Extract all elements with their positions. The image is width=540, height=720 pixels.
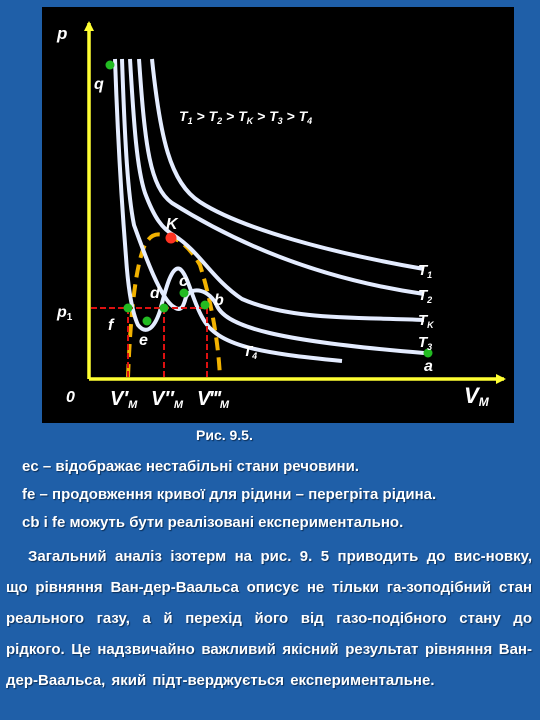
c-label: c [179, 273, 188, 290]
point-b [201, 301, 210, 310]
point-q [106, 61, 115, 70]
temperature-inequality: $T_1 > T_2 > T_K > T_3 > T_4$ [179, 108, 313, 126]
point-e [143, 317, 152, 326]
line-fe: fe – продовження кривої для рідини – перегріта рідина. [22, 486, 437, 503]
e-label: e [139, 332, 148, 349]
v3-label: V‴M [197, 388, 230, 411]
pv-diagram [42, 7, 514, 423]
p-axis-label: p [57, 24, 68, 43]
f-label: f [108, 317, 114, 334]
isotherm-t2 [139, 59, 424, 294]
t1-label: $T_1$ [418, 262, 433, 280]
k-label: K [166, 216, 178, 233]
origin-label: 0 [66, 389, 75, 406]
point-k [166, 233, 177, 244]
figure-caption: Рис. 9.5. [196, 427, 253, 443]
v-axis-label: VM [464, 383, 489, 409]
b-label: b [214, 292, 224, 309]
pv-diagram-svg [42, 7, 514, 423]
line-cb-fe: cb і fe можуть бути реалізовані експериментально. [22, 514, 404, 531]
p1-label: p1 [57, 304, 73, 323]
t4-label: $T_4$ [243, 343, 258, 361]
body-text [6, 453, 532, 696]
t2-label: $T_2$ [418, 287, 433, 305]
d-label: d [150, 285, 160, 302]
analysis-paragraph: Загальний аналіз ізотерм на рис. 9. 5 приводить до вис-новку, що рівняння Ван-дер-Ваальса описує не тільки га-зоподібний стан реального газу, а й перехід його від газо-подібного стану до рідкого. Це надзвичайно важливий якісний результат рівняння Ван-дер-Ваальса, який підт-верджується експериментальне. [6, 548, 532, 689]
isotherm-tk [130, 59, 424, 320]
isotherm-t1 [152, 59, 424, 269]
line-ec: ec – відображає нестабільні стани речовини. [22, 458, 360, 475]
q-label: q [94, 76, 104, 93]
point-d [160, 304, 169, 313]
a-label: a [424, 358, 433, 375]
t3-label: $T_3$ [418, 334, 433, 352]
v1-label: V′M [110, 388, 138, 411]
point-f [124, 304, 133, 313]
v2-label: V″M [151, 388, 184, 411]
tk-label: $T_K$ [418, 312, 434, 330]
